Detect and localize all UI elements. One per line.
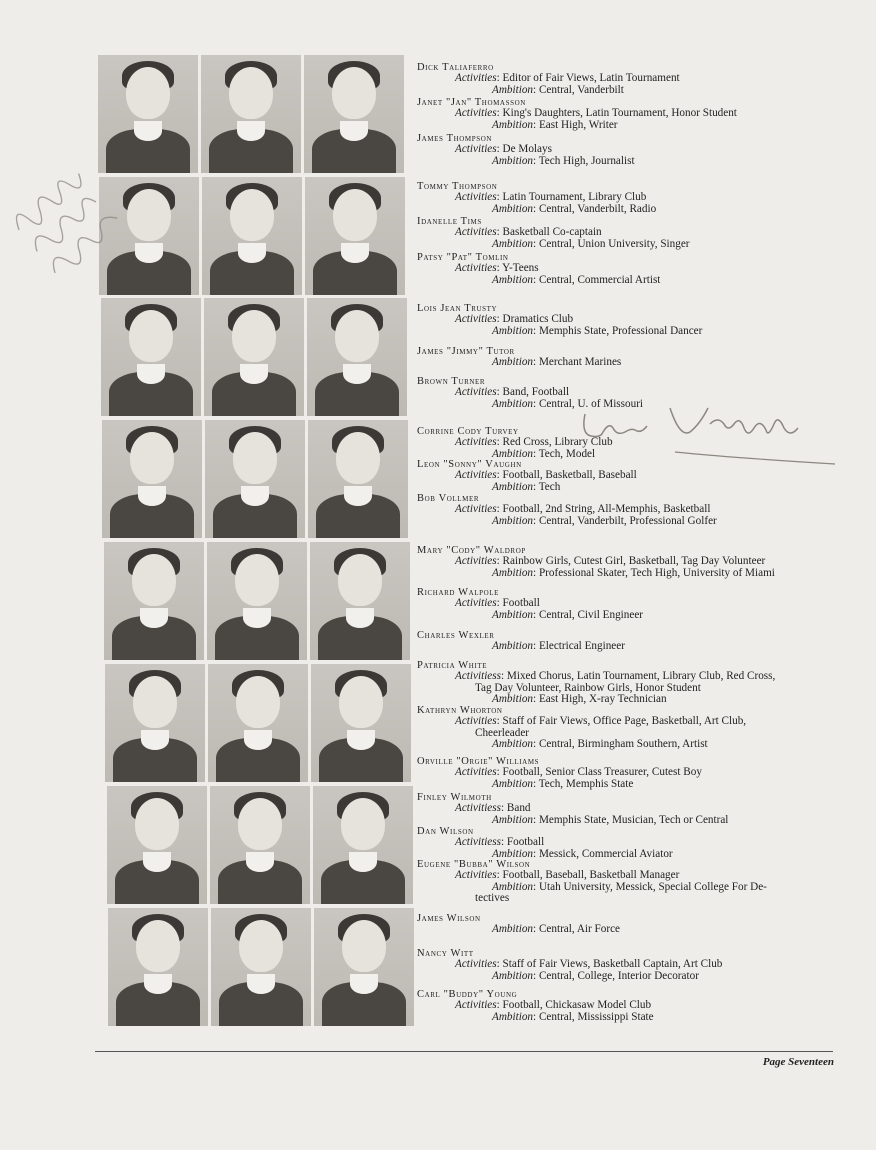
field-label: Ambition xyxy=(492,813,534,826)
field-label: Ambition xyxy=(492,118,534,131)
ambition-line: Ambition: Central, Birmingham Southern, Artist xyxy=(492,737,708,750)
field-label: Ambition xyxy=(492,514,534,527)
student-name: Lois Jean Trusty xyxy=(417,303,498,314)
student-entry xyxy=(417,252,847,286)
field-value: Football, Baseball, Basketball Manager xyxy=(502,869,680,882)
ambition-line: Ambition: Central, Commercial Artist xyxy=(492,273,661,286)
field-label: Activities xyxy=(455,436,497,449)
field-value: Rainbow Girls, Cutest Girl, Basketball, Tag Day Volunteer xyxy=(502,555,766,568)
field-value: Tech, Model xyxy=(538,447,596,460)
field-label: Ambition xyxy=(492,880,534,893)
field-value: De Molays xyxy=(502,143,552,156)
field-value: Band xyxy=(506,802,531,815)
field-label: Activities xyxy=(455,715,497,728)
field-value: Staff of Fair Views, Basketball Captain, Art Club xyxy=(502,958,723,971)
activities-line: Activities: Football xyxy=(455,597,540,610)
field-value: tectives xyxy=(475,891,510,904)
field-value: Mixed Chorus, Latin Tournament, Library Club, Red Cross, xyxy=(506,670,776,683)
activities-line: Activities: Rainbow Girls, Cutest Girl, Basketball, Tag Day Volunteer xyxy=(455,555,766,568)
student-entry xyxy=(417,826,847,860)
ambition-line: Ambition: Tech, Model xyxy=(492,447,596,460)
field-label: Activities xyxy=(455,958,497,971)
field-value: Memphis State, Professional Dancer xyxy=(538,324,703,337)
student-photo-1 xyxy=(98,55,198,173)
field-label: Ambition xyxy=(492,847,534,860)
student-entry xyxy=(417,493,847,527)
student-name: James Thompson xyxy=(417,133,493,144)
ambition-line: Ambition: East High, Writer xyxy=(492,118,618,131)
student-photo-8 xyxy=(204,298,304,416)
student-photo-19 xyxy=(107,786,207,904)
ambition-line: Ambition: Central, Mississippi State xyxy=(492,1010,654,1023)
student-entry xyxy=(417,587,847,621)
field-value: Basketball Co-captain xyxy=(502,226,602,239)
activities-line: Activities: Football, 2nd String, All-Memphis, Basketball xyxy=(455,503,711,516)
activities-line: Activities: Football, Chickasaw Model Club xyxy=(455,999,652,1012)
activities-line: Activities: Latin Tournament, Library Club xyxy=(455,191,647,204)
field-value: Football, 2nd String, All-Memphis, Basketball xyxy=(502,503,711,516)
ambition-line: Ambition: Tech xyxy=(492,480,561,493)
ambition-line: Ambition: Merchant Marines xyxy=(492,356,622,369)
student-name: Bob Vollmer xyxy=(417,493,480,504)
field-value: Y-Teens xyxy=(502,262,539,275)
student-entry xyxy=(417,948,847,982)
field-value: Central, Mississippi State xyxy=(538,1010,654,1023)
field-value: Central, Vanderbilt, Radio xyxy=(538,202,657,215)
field-value: Central, Commercial Artist xyxy=(538,273,661,286)
field-value: Central, U. of Missouri xyxy=(538,397,644,410)
field-value: Latin Tournament, Library Club xyxy=(502,191,647,204)
activities-line: Activities: Staff of Fair Views, Basketball Captain, Art Club xyxy=(455,958,723,971)
student-entry xyxy=(417,756,847,790)
student-name: James Wilson xyxy=(417,913,481,924)
student-name: Nancy Witt xyxy=(417,948,474,959)
student-name: Patricia White xyxy=(417,660,488,671)
student-photo-11 xyxy=(205,420,305,538)
activities-line: Activities: Staff of Fair Views, Office Page, Basketball, Art Club, xyxy=(455,715,747,728)
field-label: Ambition xyxy=(492,566,534,579)
field-value: Cheerleader xyxy=(475,726,530,739)
ambition-line: Ambition: Central, Vanderbilt, Professional Golfer xyxy=(492,514,717,527)
field-label: Ambition xyxy=(492,608,534,621)
student-name: Eugene "Bubba" Wilson xyxy=(417,859,531,870)
ambition-line: Ambition: Memphis State, Musician, Tech or Central xyxy=(492,813,729,826)
activities-line: Activities: Football, Basketball, Baseball xyxy=(455,469,637,482)
student-entry xyxy=(417,705,847,750)
activities-line: Activities: Football, Senior Class Treasurer, Cutest Boy xyxy=(455,766,702,779)
student-photo-23 xyxy=(211,908,311,1026)
student-entry xyxy=(417,216,847,250)
student-name: James "Jimmy" Tutor xyxy=(417,346,515,357)
student-name: Janet "Jan" Thomasson xyxy=(417,97,526,108)
ambition-line: Ambition: Tech High, Journalist xyxy=(492,154,635,167)
student-photo-21 xyxy=(313,786,413,904)
student-name: Charles Wexler xyxy=(417,630,495,641)
field-label: Activities xyxy=(455,469,497,482)
student-entry xyxy=(417,545,847,579)
field-value: Messick, Commercial Aviator xyxy=(538,847,673,860)
student-photo-24 xyxy=(314,908,414,1026)
student-name: Idanelle Tims xyxy=(417,216,482,227)
field-label: Activities xyxy=(455,869,497,882)
field-value: Electrical Engineer xyxy=(538,640,625,653)
field-value: Tech xyxy=(538,480,561,493)
field-label: Activities xyxy=(455,313,497,326)
student-entry xyxy=(417,630,847,653)
field-value: Staff of Fair Views, Office Page, Basketball, Art Club, xyxy=(502,715,747,728)
student-entry xyxy=(417,989,847,1023)
footer-rule xyxy=(95,1051,833,1052)
ambition-line: Ambition: Central, Union University, Singer xyxy=(492,237,690,250)
field-value: Central, College, Interior Decorator xyxy=(538,969,699,982)
student-name: Dan Wilson xyxy=(417,826,474,837)
student-name: Tommy Thompson xyxy=(417,181,498,192)
field-label: Activities xyxy=(455,226,497,239)
ambition-line: Ambition: Professional Skater, Tech High, University of Miami xyxy=(492,566,775,579)
field-label: Activities xyxy=(455,555,497,568)
field-label: Activities xyxy=(455,262,497,275)
field-value: Tag Day Volunteer, Rainbow Girls, Honor Student xyxy=(475,681,701,694)
ambition-line: Ambition: Memphis State, Professional Dancer xyxy=(492,324,703,337)
student-name: Leon "Sonny" Vaughn xyxy=(417,459,522,470)
field-label: Ambition xyxy=(492,777,534,790)
student-entry xyxy=(417,859,847,904)
ambition-line: Ambition: Central, College, Interior Decorator xyxy=(492,969,699,982)
field-label: Activities xyxy=(455,766,497,779)
field-label: Activities xyxy=(455,143,497,156)
field-value: Merchant Marines xyxy=(538,356,622,369)
student-entry xyxy=(417,133,847,167)
student-name: Finley Wilmoth xyxy=(417,792,492,803)
field-label: Activities xyxy=(455,999,497,1012)
field-label: Ambition xyxy=(492,356,534,369)
field-value: Tech High, Journalist xyxy=(538,154,635,167)
ambition-line: Ambition: Central, Vanderbilt xyxy=(492,83,624,96)
student-entry xyxy=(417,913,847,936)
field-value: Central, Air Force xyxy=(538,923,621,936)
student-entry xyxy=(417,303,847,337)
ambition-line: Ambition: Central, Civil Engineer xyxy=(492,608,644,621)
field-label: Activities xyxy=(455,191,497,204)
student-photo-2 xyxy=(201,55,301,173)
student-entry xyxy=(417,660,847,705)
field-label: Activities xyxy=(455,72,497,85)
activities-line: Activitiess: Football xyxy=(455,836,545,849)
student-photo-15 xyxy=(310,542,410,660)
field-label: Activitiess xyxy=(455,670,501,683)
student-photo-16 xyxy=(105,664,205,782)
student-photo-18 xyxy=(311,664,411,782)
student-name: Corrine Cody Turvey xyxy=(417,426,519,437)
activities-line: Activities: King's Daughters, Latin Tournament, Honor Student xyxy=(455,107,737,120)
field-value: Football, Basketball, Baseball xyxy=(502,469,637,482)
student-photo-14 xyxy=(207,542,307,660)
field-label: Ambition xyxy=(492,154,534,167)
student-name: Dick Taliaferro xyxy=(417,62,494,73)
handwritten-signature-right xyxy=(580,404,840,474)
student-entry xyxy=(417,62,847,96)
field-value: East High, X-ray Technician xyxy=(538,692,667,705)
activities-line: Activities: Y-Teens xyxy=(455,262,539,275)
field-value: Central, Vanderbilt, Professional Golfer xyxy=(538,514,717,527)
ambition-line: Ambition: East High, X-ray Technician xyxy=(492,692,667,705)
field-value: Football, Chickasaw Model Club xyxy=(502,999,652,1012)
student-photo-6 xyxy=(305,177,405,295)
field-value: Utah University, Messick, Special College For De- xyxy=(538,880,767,893)
field-label: Ambition xyxy=(492,273,534,286)
student-name: Kathryn Whorton xyxy=(417,705,503,716)
field-value: Band, Football xyxy=(502,386,570,399)
field-value: King's Daughters, Latin Tournament, Honor Student xyxy=(502,107,737,120)
student-entry xyxy=(417,181,847,215)
field-value: Central, Vanderbilt xyxy=(538,83,624,96)
ambition-line: Ambition: Electrical Engineer xyxy=(492,640,625,653)
activities-line: Activitiess: Mixed Chorus, Latin Tournament, Library Club, Red Cross, xyxy=(455,670,776,683)
student-name: Orville "Orgie" Williams xyxy=(417,756,540,767)
field-label: Ambition xyxy=(492,237,534,250)
ambition-line: Ambition: Central, Air Force xyxy=(492,923,621,936)
student-entry xyxy=(417,346,847,369)
field-label: Ambition xyxy=(492,640,534,653)
activities-line: Activities: De Molays xyxy=(455,143,552,156)
field-label: Activities xyxy=(455,386,497,399)
field-label: Ambition xyxy=(492,83,534,96)
field-value: Editor of Fair Views, Latin Tournament xyxy=(502,72,680,85)
field-value: Central, Birmingham Southern, Artist xyxy=(538,737,708,750)
field-label: Ambition xyxy=(492,397,534,410)
student-photo-17 xyxy=(208,664,308,782)
student-photo-3 xyxy=(304,55,404,173)
student-photo-12 xyxy=(308,420,408,538)
student-entry xyxy=(417,97,847,131)
student-entry xyxy=(417,792,847,826)
field-value: Tech, Memphis State xyxy=(538,777,634,790)
field-value: Central, Civil Engineer xyxy=(538,608,644,621)
field-value: Football xyxy=(506,836,545,849)
activities-line: Activities: Football, Baseball, Basketball Manager xyxy=(455,869,680,882)
student-photo-22 xyxy=(108,908,208,1026)
ambition-line: Ambition: Tech, Memphis State xyxy=(492,777,634,790)
activities-line: Activities: Basketball Co-captain xyxy=(455,226,602,239)
student-photo-13 xyxy=(104,542,204,660)
activities-line: Activities: Red Cross, Library Club xyxy=(455,436,613,449)
field-label: Activities xyxy=(455,503,497,516)
ambition-line: Ambition: Central, U. of Missouri xyxy=(492,397,644,410)
field-label: Activities xyxy=(455,597,497,610)
field-label: Ambition xyxy=(492,923,534,936)
field-value: Red Cross, Library Club xyxy=(502,436,613,449)
student-name: Brown Turner xyxy=(417,376,486,387)
field-label: Ambition xyxy=(492,324,534,337)
field-label: Ambition xyxy=(492,202,534,215)
activities-line: Activitiess: Band xyxy=(455,802,531,815)
field-label: Activitiess xyxy=(455,802,501,815)
field-label: Ambition xyxy=(492,1010,534,1023)
student-name: Carl "Buddy" Young xyxy=(417,989,518,1000)
student-photo-20 xyxy=(210,786,310,904)
field-label: Ambition xyxy=(492,692,534,705)
field-label: Activitiess xyxy=(455,836,501,849)
field-label: Ambition xyxy=(492,969,534,982)
field-value: Memphis State, Musician, Tech or Central xyxy=(538,813,729,826)
continuation-line xyxy=(417,893,847,904)
student-name: Patsy "Pat" Tomlin xyxy=(417,252,509,263)
field-value: Professional Skater, Tech High, University of Miami xyxy=(538,566,775,579)
student-name: Richard Walpole xyxy=(417,587,500,598)
field-label: Ambition xyxy=(492,447,534,460)
page-number: Page Seventeen xyxy=(762,1056,834,1068)
field-label: Ambition xyxy=(492,480,534,493)
field-value: Football, Senior Class Treasurer, Cutest Boy xyxy=(502,766,702,779)
student-photo-9 xyxy=(307,298,407,416)
ambition-line: Ambition: Messick, Commercial Aviator xyxy=(492,847,673,860)
activities-line: Activities: Dramatics Club xyxy=(455,313,574,326)
student-photo-10 xyxy=(102,420,202,538)
field-value: Dramatics Club xyxy=(502,313,574,326)
activities-line: Activities: Band, Football xyxy=(455,386,570,399)
field-label: Activities xyxy=(455,107,497,120)
student-photo-7 xyxy=(101,298,201,416)
field-value: Central, Union University, Singer xyxy=(538,237,690,250)
ambition-line: Ambition: Central, Vanderbilt, Radio xyxy=(492,202,657,215)
ambition-line: Ambition: Utah University, Messick, Special College For De- xyxy=(492,880,767,893)
field-value: Football xyxy=(502,597,540,610)
student-name: Mary "Cody" Waldrop xyxy=(417,545,526,556)
activities-line: Activities: Editor of Fair Views, Latin Tournament xyxy=(455,72,680,85)
field-label: Ambition xyxy=(492,737,534,750)
field-value: East High, Writer xyxy=(538,118,618,131)
student-photo-5 xyxy=(202,177,302,295)
